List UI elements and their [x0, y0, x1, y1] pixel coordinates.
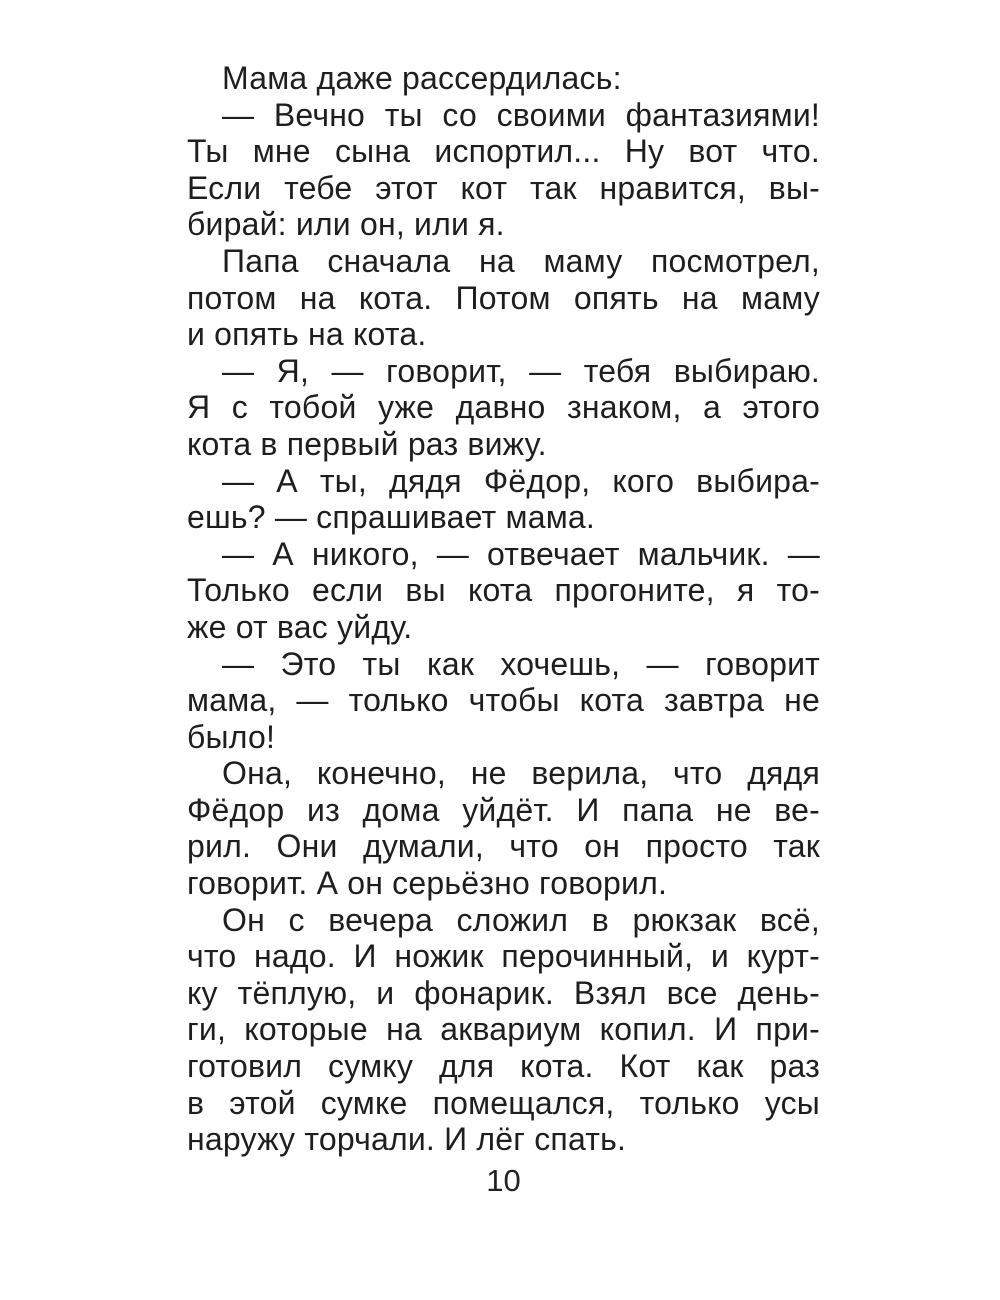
- text-line: ешь? — спрашивает мама.: [187, 499, 595, 536]
- paragraph: [187, 60, 820, 97]
- text-line: же от вас уйду.: [187, 608, 413, 645]
- text-line: Только если вы кота прогоните, я то-: [187, 572, 820, 609]
- text-line: ги, которые на аквариум копил. И при-: [187, 1011, 820, 1048]
- paragraph: [187, 463, 820, 536]
- paragraph: [187, 646, 820, 756]
- text-line: в этой сумке помещался, только усы: [187, 1084, 820, 1121]
- text-line: бирай: или он, или я.: [187, 206, 505, 243]
- text-line: Фёдор из дома уйдёт. И папа не ве-: [187, 791, 820, 828]
- text-line: наружу торчали. И лёг спать.: [187, 1121, 627, 1158]
- text-line: и опять на кота.: [187, 316, 427, 353]
- page-text: [187, 60, 820, 1158]
- text-line: Я с тобой уже давно знаком, а этого: [187, 389, 820, 426]
- text-line: — А никого, — отвечает мальчик. —: [222, 535, 820, 572]
- text-line: ку тёплую, и фонарик. Взял все день-: [187, 974, 820, 1011]
- text-line: кота в первый раз вижу.: [187, 425, 547, 462]
- page-number: 10: [486, 1163, 521, 1198]
- text-line: Если тебе этот кот так нравится, вы-: [187, 169, 820, 206]
- paragraph: [187, 97, 820, 243]
- paragraph: [187, 536, 820, 646]
- text-line: готовил сумку для кота. Кот как раз: [187, 1048, 820, 1085]
- text-line: что надо. И ножик перочинный, и курт-: [187, 938, 820, 975]
- text-line: — Вечно ты со своими фантазиями!: [222, 96, 820, 133]
- text-line: было!: [187, 718, 276, 755]
- paragraph: [187, 243, 820, 353]
- text-line: — Это ты как хочешь, — говорит: [222, 645, 820, 682]
- text-line: Папа сначала на маму посмотрел,: [222, 242, 820, 279]
- paragraph: [187, 755, 820, 901]
- text-line: мама, — только чтобы кота завтра не: [187, 682, 820, 719]
- text-line: Он с вечера сложил в рюкзак всё,: [222, 901, 820, 938]
- paragraph: [187, 902, 820, 1158]
- text-line: потом на кота. Потом опять на маму: [187, 279, 820, 316]
- text-line: рил. Они думали, что он просто так: [187, 828, 820, 865]
- text-line: — Я, — говорит, — тебя выбираю.: [222, 352, 820, 389]
- text-line: — А ты, дядя Фёдор, кого выбира-: [222, 462, 820, 499]
- paragraph: [187, 353, 820, 463]
- text-line: Она, конечно, не верила, что дядя: [222, 755, 820, 792]
- text-line: Мама даже рассердилась:: [222, 60, 622, 96]
- text-line: говорит. А он серьёзно говорил.: [187, 865, 668, 902]
- text-line: Ты мне сына испортил... Ну вот что.: [187, 133, 820, 170]
